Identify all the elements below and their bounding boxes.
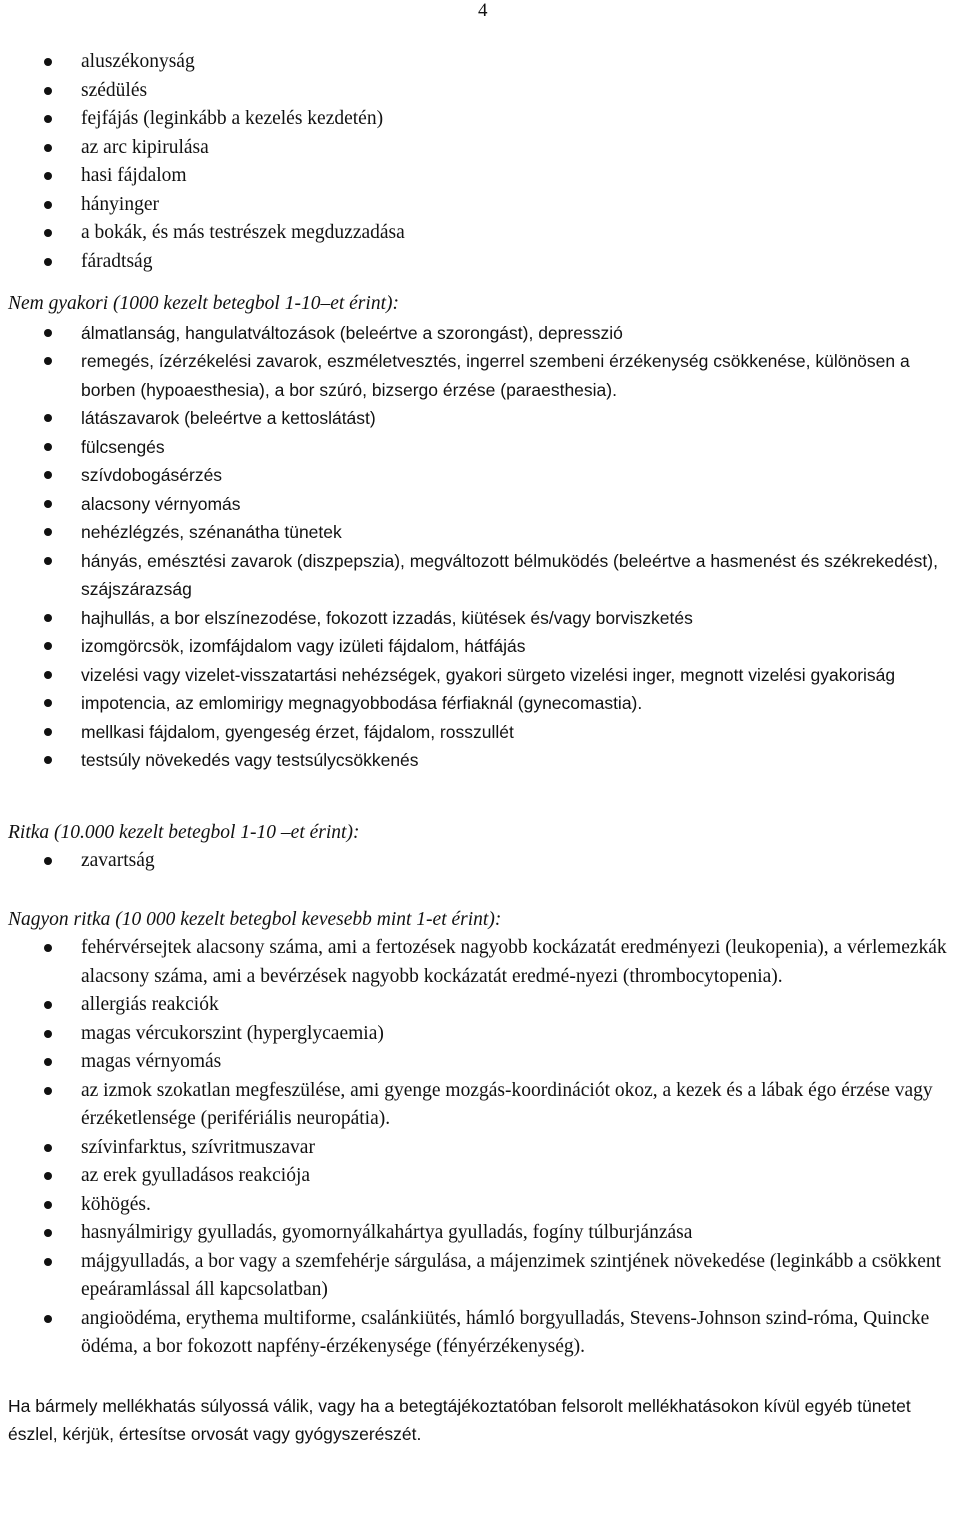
rare-side-effects-list <box>8 847 956 876</box>
very-rare-heading: Nagyon ritka (10 000 kezelt betegbol kevesebb mint 1-et érint): <box>8 908 502 930</box>
list-item: az erek gyulladásos reakciója <box>8 1162 956 1191</box>
list-item: aluszékonyság <box>8 48 956 77</box>
list-item: az arc kipirulása <box>8 134 956 163</box>
list-item: szívdobogásérzés <box>8 461 956 490</box>
list-item: hányás, emésztési zavarok (diszpepszia), megváltozott bélmuködés (beleértve a hasmenést és székrekedést), szájszárazság <box>8 547 956 604</box>
list-item: hányinger <box>8 191 956 220</box>
list-item: álmatlanság, hangulatváltozások (beleértve a szorongást), depresszió <box>8 319 956 348</box>
list-item: az izmok szokatlan megfeszülése, ami gyenge mozgás-koordinációt okoz, a kezek és a lábak égo érzése vagy érzéketlensége (perifériális neuropátia). <box>8 1077 956 1134</box>
common-side-effects-list <box>8 48 956 276</box>
list-item: hasi fájdalom <box>8 162 956 191</box>
list-item: testsúly növekedés vagy testsúlycsökkenés <box>8 746 956 775</box>
rare-heading: Ritka (10.000 kezelt betegbol 1-10 –et érint): <box>8 821 360 843</box>
list-item: zavartság <box>8 847 956 876</box>
document-body <box>8 48 956 1449</box>
list-item: köhögés. <box>8 1191 956 1220</box>
list-item: nehézlégzés, szénanátha tünetek <box>8 518 956 547</box>
uncommon-side-effects-list <box>8 319 956 775</box>
list-item: impotencia, az emlomirigy megnagyobbodása férfiaknál (gynecomastia). <box>8 689 956 718</box>
list-item: magas vércukorszint (hyperglycaemia) <box>8 1020 956 1049</box>
list-item: fehérvérsejtek alacsony száma, ami a fertozések nagyobb kockázatát eredményezi (leukopenia), a vérlemezkák alacsony száma, ami a bevérzések nagyobb kockázatát eredmé-nyezi (thrombocytopenia). <box>8 934 956 991</box>
list-item: angioödéma, erythema multiforme, csalánkiütés, hámló borgyulladás, Stevens-Johnson szind-róma, Quincke ödéma, a bor fokozott napfény-érzékenysége (fényérzékenység). <box>8 1305 956 1362</box>
list-item: fülcsengés <box>8 433 956 462</box>
very-rare-side-effects-list <box>8 934 956 1362</box>
list-item: látászavarok (beleértve a kettoslátást) <box>8 404 956 433</box>
list-item: remegés, ízérzékelési zavarok, eszméletvesztés, ingerrel szembeni érzékenység csökkenése, különösen a borben (hypoaesthesia), a bor szúró, bizsergo érzése (paraesthesia). <box>8 347 956 404</box>
list-item: szédülés <box>8 77 956 106</box>
list-item: vizelési vagy vizelet-visszatartási nehézségek, gyakori sürgeto vizelési inger, megnott vizelési gyakoriság <box>8 661 956 690</box>
list-item: izomgörcsök, izomfájdalom vagy izületi fájdalom, hátfájás <box>8 632 956 661</box>
list-item: magas vérnyomás <box>8 1048 956 1077</box>
list-item: fejfájás (leginkább a kezelés kezdetén) <box>8 105 956 134</box>
list-item: mellkasi fájdalom, gyengeség érzet, fájdalom, rosszullét <box>8 718 956 747</box>
list-item: hasnyálmirigy gyulladás, gyomornyálkahártya gyulladás, fogíny túlburjánzása <box>8 1219 956 1248</box>
list-item: májgyulladás, a bor vagy a szemfehérje sárgulása, a májenzimek szintjének növekedése (leginkább a csökkent epeáramlással áll kapcsolatban) <box>8 1248 956 1305</box>
list-item: a bokák, és más testrészek megduzzadása <box>8 219 956 248</box>
uncommon-heading: Nem gyakori (1000 kezelt betegbol 1-10–et érint): <box>8 293 399 314</box>
list-item: alacsony vérnyomás <box>8 490 956 519</box>
list-item: fáradtság <box>8 248 956 277</box>
page-number: 4 <box>478 0 488 21</box>
closing-paragraph: Ha bármely mellékhatás súlyossá válik, vagy ha a betegtájékoztatóban felsorolt mellékhatásokon kívül egyéb tünetet észlel, kérjük, értesítse orvosát vagy gyógyszerészét. <box>8 1395 911 1444</box>
list-item: hajhullás, a bor elszínezodése, fokozott izzadás, kiütések és/vagy borviszketés <box>8 604 956 633</box>
list-item: allergiás reakciók <box>8 991 956 1020</box>
list-item: szívinfarktus, szívritmuszavar <box>8 1134 956 1163</box>
